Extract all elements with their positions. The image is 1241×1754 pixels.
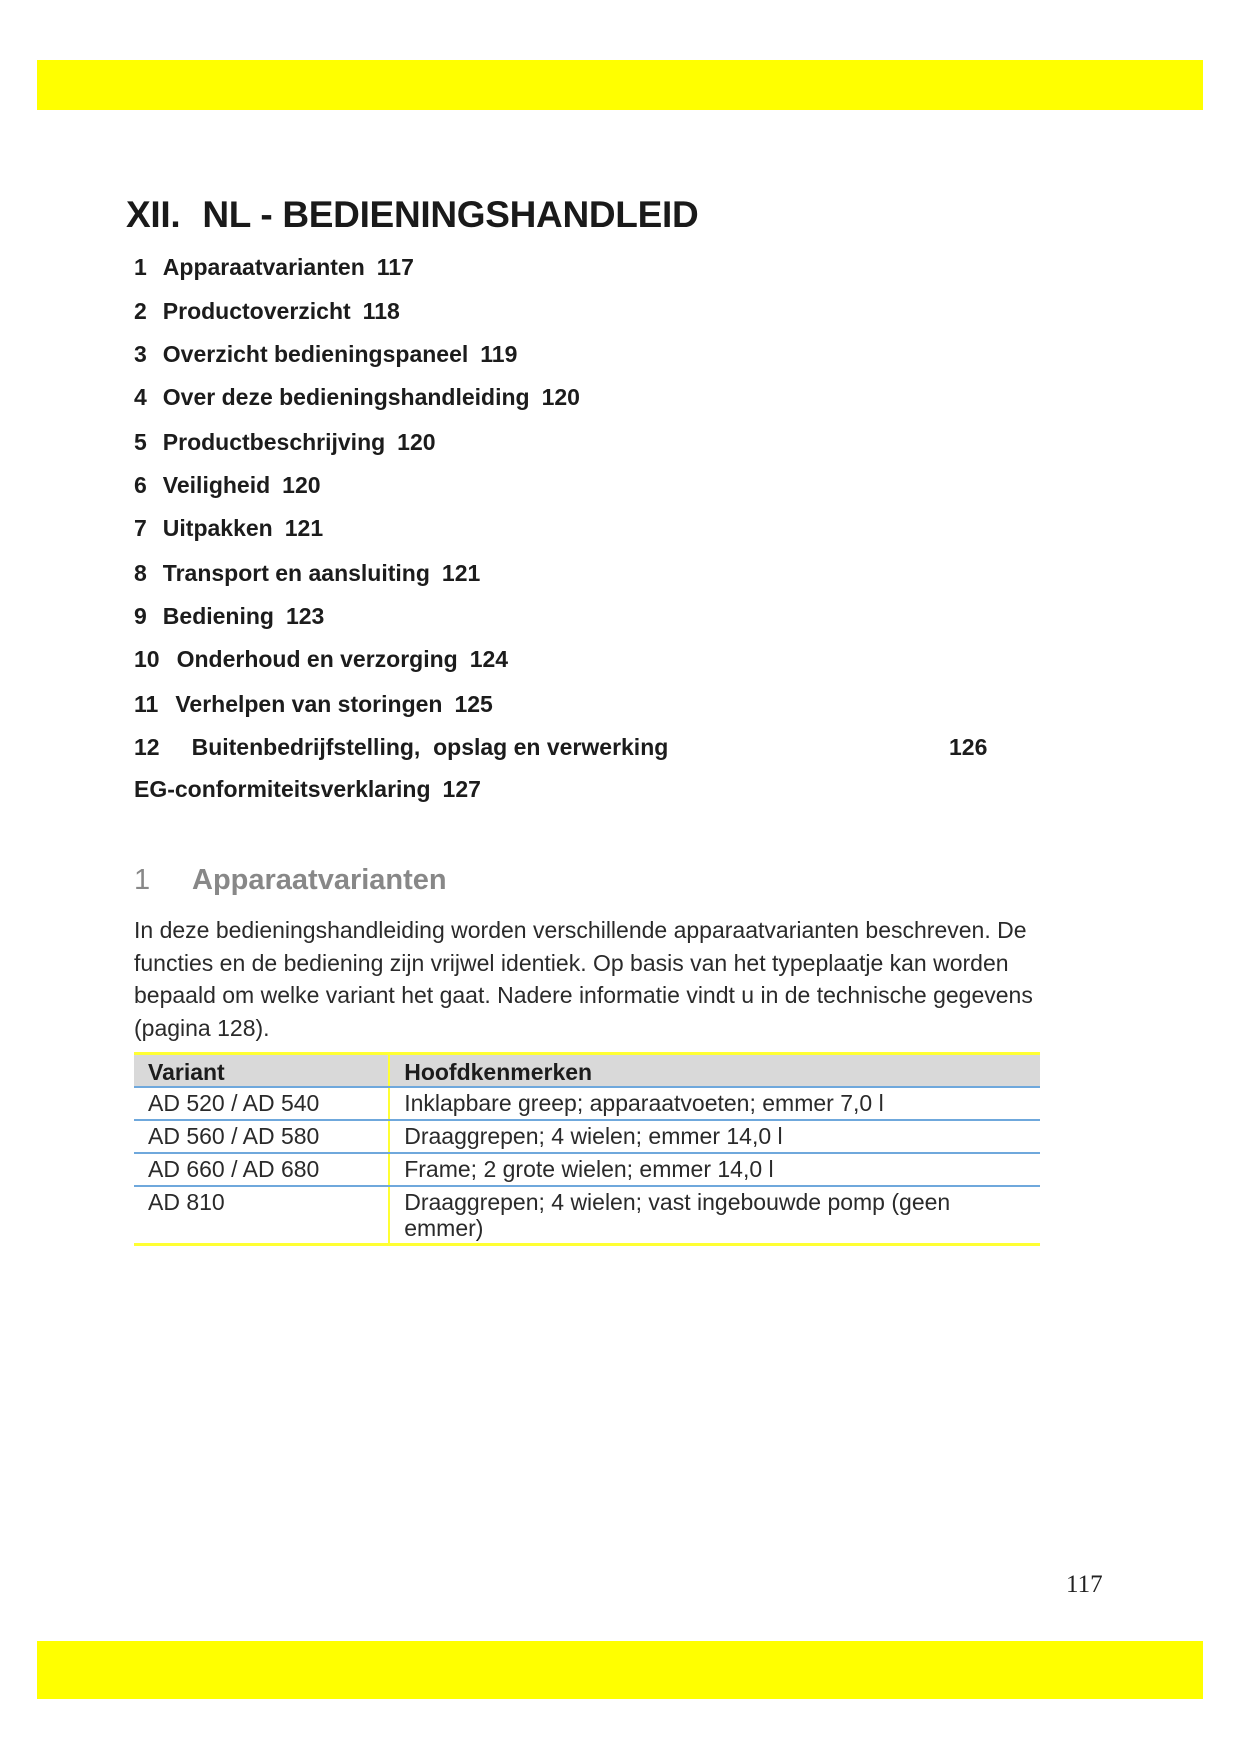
- toc-entry-title: Verhelpen van storingen: [175, 691, 443, 717]
- table-header-features: Hoofdkenmerken: [389, 1054, 1040, 1088]
- toc-entry-number: 2: [134, 298, 147, 324]
- toc-entry[interactable]: [134, 603, 324, 630]
- toc-entry-page: 123: [285, 603, 325, 629]
- toc-entry-page: 120: [541, 384, 580, 410]
- table-row: [134, 1186, 1040, 1245]
- toc-entry[interactable]: [134, 734, 988, 761]
- variants-table: [134, 1052, 1040, 1246]
- table-row: [134, 1087, 1040, 1120]
- toc-entry-title: Productoverzicht: [162, 298, 351, 324]
- toc-entry-title: Overzicht bedieningspaneel: [162, 341, 469, 367]
- table-row: [134, 1153, 1040, 1186]
- toc-entry-page: 121: [441, 560, 481, 586]
- toc-entry-number: 6: [134, 472, 147, 498]
- table-header-variant: Variant: [134, 1054, 389, 1088]
- toc-entry-page: 118: [362, 298, 400, 324]
- chapter-title-text: NL - BEDIENINGSHANDLEID: [202, 194, 699, 235]
- intro-paragraph: In deze bedieningshandleiding worden verschillende apparaatvarianten beschreven. De functies en de bediening zijn vrijwel identiek. Op basis van het typeplaatje kan worden bepaald om welke variant het gaat. Nadere informatie vindt u in de technische gegevens (pagina 128).: [134, 917, 1033, 1041]
- toc-entry[interactable]: [134, 691, 493, 718]
- table-cell-variant: AD 660 / AD 680: [134, 1153, 389, 1186]
- toc-entry-number: 10: [134, 646, 160, 672]
- table-cell-features: Draaggrepen; 4 wielen; vast ingebouwde pomp (geen emmer): [389, 1186, 1040, 1245]
- page-number: 117: [1066, 1571, 1103, 1598]
- section-title: Apparaatvarianten: [192, 864, 447, 896]
- toc-entry-page: 119: [480, 341, 518, 367]
- toc-entry-title: Productbeschrijving: [162, 429, 386, 455]
- toc-entry[interactable]: [134, 515, 323, 542]
- toc-entry[interactable]: [134, 384, 580, 411]
- toc-entry-page: 120: [397, 429, 436, 455]
- toc-entry[interactable]: [134, 472, 321, 499]
- toc-entry-page: 126: [949, 734, 988, 760]
- section-number: 1: [134, 864, 151, 896]
- section-heading: [134, 864, 447, 897]
- toc-entry[interactable]: [134, 776, 481, 803]
- toc-entry-number: 4: [134, 384, 147, 410]
- toc-entry-title: Onderhoud en verzorging: [176, 646, 458, 672]
- toc-entry-title: Veiligheid: [162, 472, 271, 498]
- chapter-title: [126, 194, 698, 236]
- toc-entry[interactable]: [134, 646, 508, 673]
- table-header-row: [134, 1054, 1040, 1088]
- toc-entry-title: EG-conformiteitsverklaring: [134, 776, 431, 802]
- toc-entry[interactable]: [134, 429, 436, 456]
- toc-entry-number: 9: [134, 603, 147, 629]
- toc-entry-number: 8: [134, 560, 147, 586]
- toc-entry-number: 11: [134, 691, 159, 717]
- toc-entry-page: 124: [469, 646, 509, 672]
- toc-entry-title: Buitenbedrijfstelling, opslag en verwerking: [191, 734, 669, 760]
- toc-entry[interactable]: [134, 298, 400, 325]
- toc-entry-number: 1: [134, 254, 147, 280]
- table-cell-variant: AD 520 / AD 540: [134, 1087, 389, 1120]
- toc-entry-number: 7: [134, 515, 147, 541]
- toc-entry-page: 121: [284, 515, 324, 541]
- toc-entry-title: Uitpakken: [162, 515, 273, 541]
- toc-entry-title: Apparaatvarianten: [162, 254, 365, 280]
- toc-entry-title: Over deze bedieningshandleiding: [162, 384, 530, 410]
- table-cell-variant: AD 810: [134, 1186, 389, 1245]
- table-cell-features: Frame; 2 grote wielen; emmer 14,0 l: [389, 1153, 1040, 1186]
- bottom-yellow-band: [37, 1641, 1203, 1699]
- table-cell-features: Inklapbare greep; apparaatvoeten; emmer 7,0 l: [389, 1087, 1040, 1120]
- toc-entry-number: 12: [134, 734, 160, 760]
- chapter-number: XII.: [126, 194, 181, 235]
- toc-entry-page: 117: [376, 254, 414, 280]
- toc-entry-title: Bediening: [162, 603, 274, 629]
- toc-entry[interactable]: [134, 341, 517, 368]
- table-cell-variant: AD 560 / AD 580: [134, 1120, 389, 1153]
- toc-entry-title: Transport en aansluiting: [162, 560, 430, 586]
- table-cell-features: Draaggrepen; 4 wielen; emmer 14,0 l: [389, 1120, 1040, 1153]
- toc-entry-page: 127: [442, 776, 481, 802]
- table-row: [134, 1120, 1040, 1153]
- toc-entry-page: 125: [454, 691, 493, 717]
- toc-entry-page: 120: [282, 472, 321, 498]
- toc-entry-number: 5: [134, 429, 147, 455]
- toc-entry[interactable]: [134, 254, 414, 281]
- toc-entry-number: 3: [134, 341, 147, 367]
- toc-entry[interactable]: [134, 560, 480, 587]
- top-yellow-band: [37, 60, 1203, 110]
